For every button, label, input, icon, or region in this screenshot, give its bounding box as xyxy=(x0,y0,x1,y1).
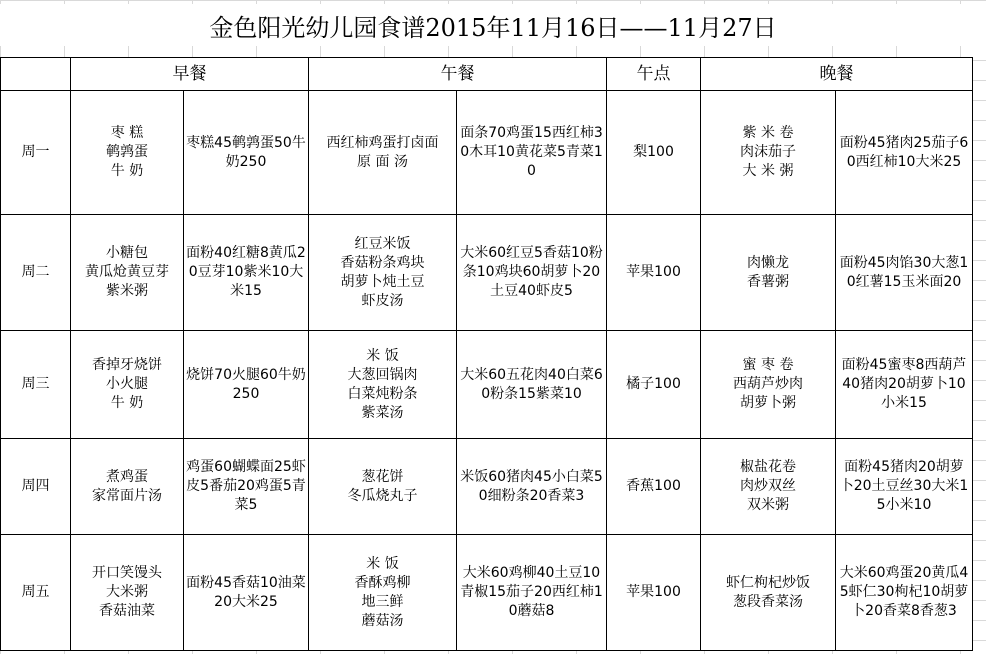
lunch-dishes-cell xyxy=(309,215,457,331)
breakfast-dishes-cell xyxy=(71,331,184,439)
breakfast-ingredients-cell: 鸡蛋60蝴蝶面25虾皮5番茄20鸡蛋5青菜5 xyxy=(184,439,309,535)
page-title: 金色阳光幼儿园食谱2015年11月16日——11月27日 xyxy=(0,4,986,46)
dish-line: 冬瓜烧丸子 xyxy=(347,487,418,504)
lunch-ingredients-cell: 米饭60猪肉45小白菜50细粉条20香菜3 xyxy=(457,439,607,535)
breakfast-dishes-cell xyxy=(71,91,184,215)
header-breakfast: 早餐 xyxy=(71,58,309,91)
lunch-ingredients-cell: 大米60五花肉40白菜60粉条15紫菜10 xyxy=(457,331,607,439)
corner-cell xyxy=(1,58,71,91)
dish-line: 肉炒双丝 xyxy=(740,478,796,494)
breakfast-dishes-cell xyxy=(71,439,184,535)
dish-line: 虾仁枸杞炒饭 xyxy=(726,574,810,591)
dish-line: 虾皮汤 xyxy=(361,292,404,309)
day-cell: 周二 xyxy=(1,215,71,331)
dish-line: 双米粥 xyxy=(747,497,789,513)
dish-line: 肉懒龙 xyxy=(747,254,789,271)
dish-line: 西红柿鸡蛋打卤面 xyxy=(326,134,439,151)
lunch-ingredients-cell: 大米60红豆5香菇10粉条10鸡块60胡萝卜20土豆40虾皮5 xyxy=(457,215,607,331)
menu-table xyxy=(0,57,973,651)
dish-line: 蘑菇汤 xyxy=(361,612,404,629)
table-row xyxy=(1,331,973,439)
dinner-dishes-cell xyxy=(701,215,836,331)
dish-line: 小火腿 xyxy=(106,376,148,392)
breakfast-ingredients-cell: 面粉45香菇10油菜20大米25 xyxy=(184,535,309,651)
lunch-dishes-cell xyxy=(309,439,457,535)
dish-line: 西葫芦炒肉 xyxy=(733,376,803,392)
dinner-ingredients-cell: 面粉45猪肉20胡萝卜20土豆丝30大米15小米10 xyxy=(836,439,973,535)
breakfast-ingredients-cell: 面粉40红糖8黄瓜20豆芽10紫米10大米15 xyxy=(184,215,309,331)
table-row xyxy=(1,439,973,535)
breakfast-ingredients-cell: 枣糕45鹌鹑蛋50牛奶250 xyxy=(184,91,309,215)
dinner-ingredients-cell: 面粉45肉馅30大葱10红薯15玉米面20 xyxy=(836,215,973,331)
dish-line: 鹌鹑蛋 xyxy=(106,144,148,160)
header-row xyxy=(1,58,973,91)
snack-cell: 橘子100 xyxy=(607,331,701,439)
dish-line: 小糖包 xyxy=(106,245,148,261)
breakfast-ingredients-cell: 烧饼70火腿60牛奶250 xyxy=(184,331,309,439)
dish-line: 大米粥 xyxy=(106,584,148,600)
dish-line: 香菇粉条鸡块 xyxy=(340,254,425,271)
header-dinner: 晚餐 xyxy=(701,58,973,91)
dinner-ingredients-cell: 面粉45猪肉25茄子60西红柿10大米25 xyxy=(836,91,973,215)
dish-line: 家常面片汤 xyxy=(92,487,162,504)
lunch-dishes-cell xyxy=(309,91,457,215)
snack-cell: 苹果100 xyxy=(607,215,701,331)
dish-line: 白菜炖粉条 xyxy=(347,385,418,402)
dish-line: 蜜 枣 卷 xyxy=(742,357,794,373)
header-lunch: 午餐 xyxy=(309,58,607,91)
header-snack: 午点 xyxy=(607,58,701,91)
dinner-ingredients-cell: 面粉45蜜枣8西葫芦40猪肉20胡萝卜10小米15 xyxy=(836,331,973,439)
dinner-dishes-cell xyxy=(701,331,836,439)
dish-line: 大葱回锅肉 xyxy=(347,366,418,383)
dish-line: 地三鲜 xyxy=(361,593,404,610)
day-cell: 周一 xyxy=(1,91,71,215)
dish-line: 葱段香菜汤 xyxy=(733,593,803,610)
dish-line: 紫菜汤 xyxy=(361,404,404,421)
table-row xyxy=(1,215,973,331)
dish-line: 煮鸡蛋 xyxy=(106,468,148,485)
dish-line: 米 饭 xyxy=(366,555,399,572)
snack-cell: 苹果100 xyxy=(607,535,701,651)
snack-cell: 梨100 xyxy=(607,91,701,215)
dish-line: 胡萝卜粥 xyxy=(740,395,796,411)
dish-line: 开口笑馒头 xyxy=(92,565,162,581)
breakfast-dishes-cell xyxy=(71,215,184,331)
dish-line: 枣 糕 xyxy=(110,125,144,141)
dinner-dishes-cell xyxy=(701,91,836,215)
dish-line: 胡萝卜炖土豆 xyxy=(340,273,425,290)
snack-cell: 香蕉100 xyxy=(607,439,701,535)
table-row xyxy=(1,535,973,651)
dinner-dishes-cell xyxy=(701,535,836,651)
lunch-dishes-cell xyxy=(309,331,457,439)
dinner-dishes-cell xyxy=(701,439,836,535)
day-cell: 周四 xyxy=(1,439,71,535)
dish-line: 红豆米饭 xyxy=(354,235,411,252)
dish-line: 香菇油菜 xyxy=(99,603,155,619)
dish-line: 牛 奶 xyxy=(110,163,144,179)
dish-line: 椒盐花卷 xyxy=(740,459,796,475)
dish-line: 紫 米 卷 xyxy=(742,125,794,141)
dinner-ingredients-cell: 大米60鸡蛋20黄瓜45虾仁30枸杞10胡萝卜20香菜8香葱3 xyxy=(836,535,973,651)
lunch-dishes-cell xyxy=(309,535,457,651)
dish-line: 黄瓜炝黄豆芽 xyxy=(85,264,169,280)
day-cell: 周三 xyxy=(1,331,71,439)
dish-line: 原 面 汤 xyxy=(357,153,408,170)
dish-line: 牛 奶 xyxy=(110,395,144,411)
dish-line: 紫米粥 xyxy=(106,283,148,299)
table-row xyxy=(1,91,973,215)
day-cell: 周五 xyxy=(1,535,71,651)
lunch-ingredients-cell: 面条70鸡蛋15西红柿30木耳10黄花菜5青菜10 xyxy=(457,91,607,215)
dish-line: 香掉牙烧饼 xyxy=(92,357,162,373)
dish-line: 香薯粥 xyxy=(747,273,789,290)
breakfast-dishes-cell xyxy=(71,535,184,651)
dish-line: 葱花饼 xyxy=(361,468,404,485)
dish-line: 大 米 粥 xyxy=(742,163,794,179)
lunch-ingredients-cell: 大米60鸡柳40土豆10青椒15茄子20西红柿10蘑菇8 xyxy=(457,535,607,651)
dish-line: 米 饭 xyxy=(366,347,399,364)
dish-line: 肉沫茄子 xyxy=(740,144,796,160)
dish-line: 香酥鸡柳 xyxy=(354,574,411,591)
